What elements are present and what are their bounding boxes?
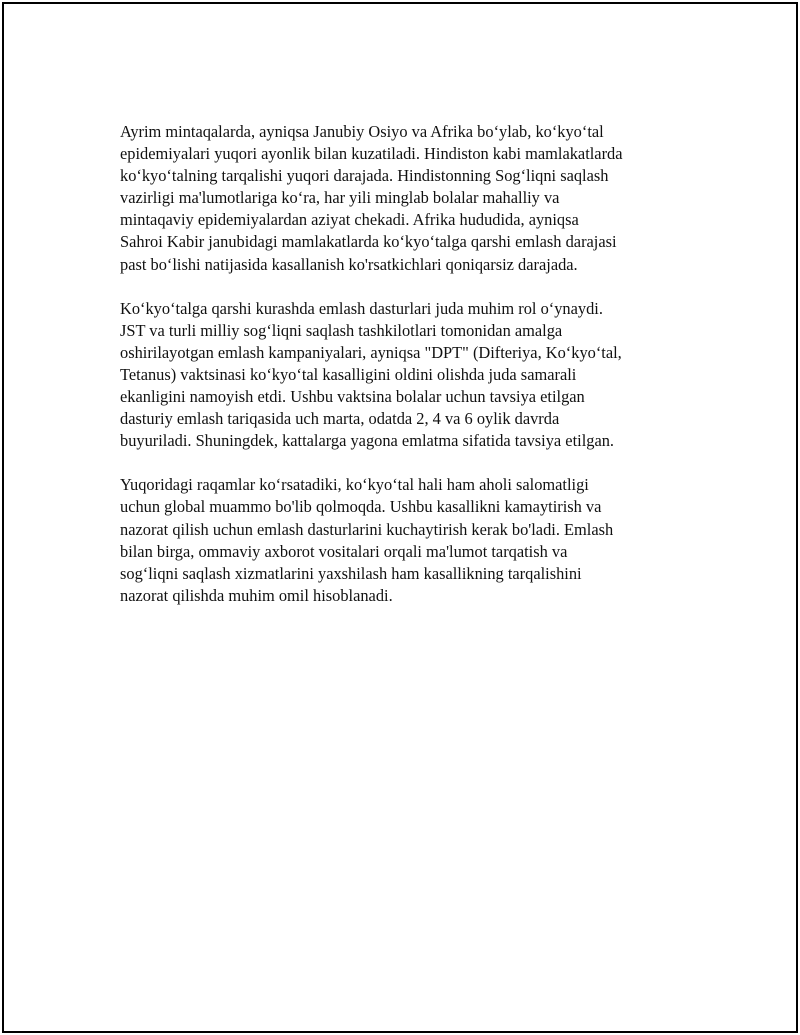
text-line: nazorat qilishda muhim omil hisoblanadi. — [120, 585, 393, 605]
paragraph-2 — [120, 298, 700, 453]
text-line: buyuriladi. Shuningdek, kattalarga yagona emlatma sifatida tavsiya etilgan. — [120, 431, 615, 451]
text-line: JST va turli milliy sogʻliqni saqlash tashkilotlari tomonidan amalga — [120, 320, 563, 340]
text-line: koʻkyoʻtalning tarqalishi yuqori darajada. Hindistonning Sogʻliqni saqlash — [120, 166, 609, 186]
page-frame — [2, 2, 798, 1033]
text-line: past boʻlishi natijasida kasallanish ko'rsatkichlari qoniqarsiz darajada. — [120, 254, 578, 274]
text-line: uchun global muammo bo'lib qolmoqda. Ushbu kasallikni kamaytirish va — [120, 497, 602, 517]
text-line: epidemiyalari yuqori ayonlik bilan kuzatiladi. Hindiston kabi mamlakatlarda — [120, 144, 623, 164]
text-line: Sahroi Kabir janubidagi mamlakatlarda koʻkyoʻtalga qarshi emlash darajasi — [120, 232, 617, 252]
paragraph-3 — [120, 474, 700, 607]
text-line: oshirilayotgan emlash kampaniyalari, ayniqsa "DPT" (Difteriya, Koʻkyoʻtal, — [120, 342, 622, 362]
text-line: sogʻliqni saqlash xizmatlarini yaxshilash ham kasallikning tarqalishini — [120, 563, 582, 583]
text-line: nazorat qilish uchun emlash dasturlarini kuchaytirish kerak bo'ladi. Emlash — [120, 519, 614, 539]
text-line: Tetanus) vaktsinasi koʻkyoʻtal kasalligini oldini olishda juda samarali — [120, 364, 577, 384]
text-line: mintaqaviy epidemiyalardan aziyat chekadi. Afrika hududida, ayniqsa — [120, 210, 579, 230]
text-line: ekanligini namoyish etdi. Ushbu vaktsina bolalar uchun tavsiya etilgan — [120, 387, 585, 407]
text-line: Koʻkyoʻtalga qarshi kurashda emlash dasturlari juda muhim rol oʻynaydi. — [120, 298, 603, 318]
text-line: Yuqoridagi raqamlar koʻrsatadiki, koʻkyoʻtal hali ham aholi salomatligi — [120, 475, 589, 495]
text-line: Ayrim mintaqalarda, ayniqsa Janubiy Osiyo va Afrika boʻylab, koʻkyoʻtal — [120, 122, 604, 141]
paragraph-1 — [120, 121, 700, 276]
text-line: dasturiy emlash tariqasida uch marta, odatda 2, 4 va 6 oylik davrda — [120, 409, 560, 429]
text-line: vazirligi ma'lumotlariga koʻra, har yili minglab bolalar mahalliy va — [120, 188, 560, 208]
document-body — [120, 121, 700, 629]
text-line: bilan birga, ommaviy axborot vositalari orqali ma'lumot tarqatish va — [120, 541, 568, 561]
